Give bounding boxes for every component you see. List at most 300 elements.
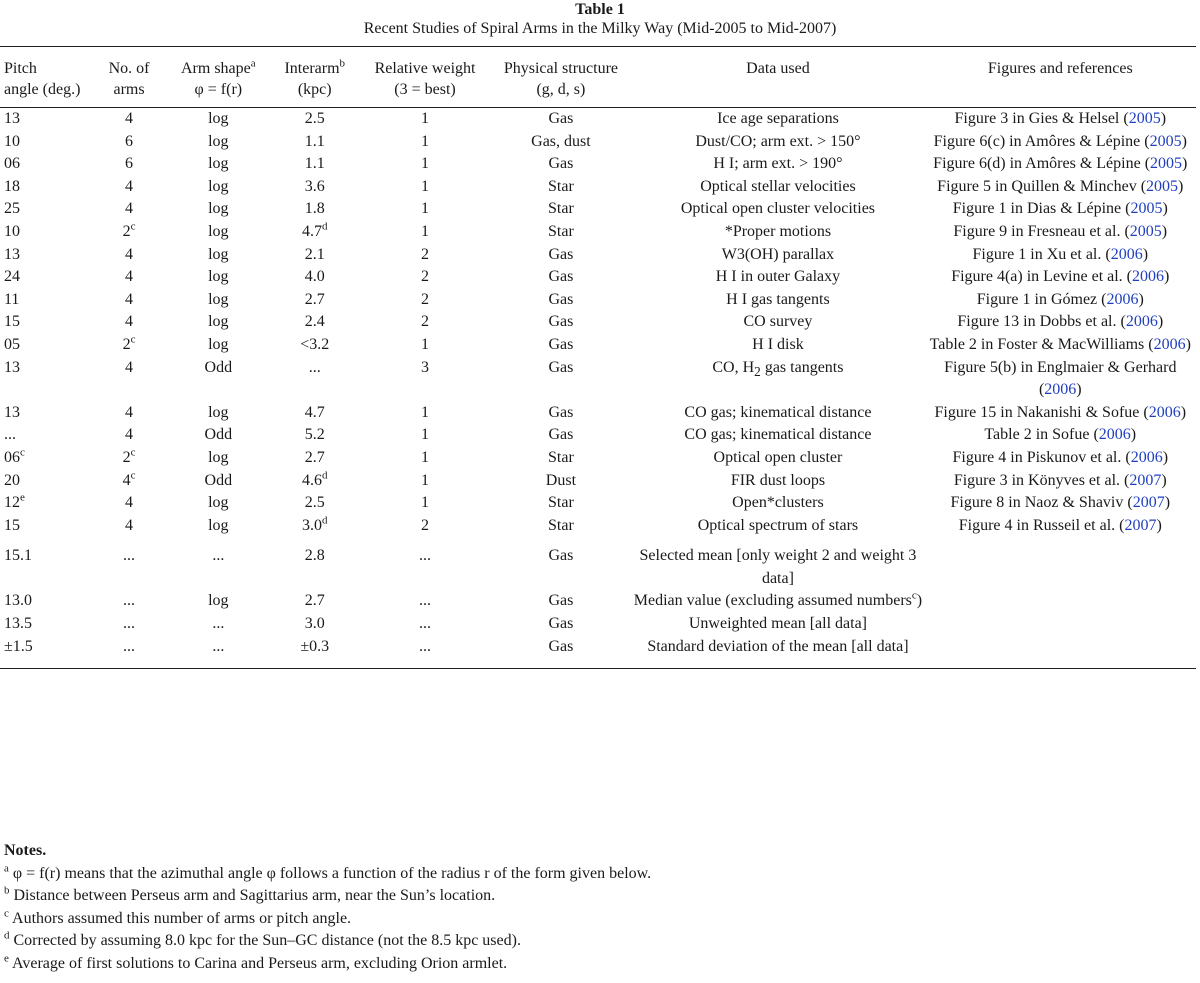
reference-year-link[interactable]: 2006: [1106, 290, 1139, 308]
structure-cell-value: Gas: [548, 245, 574, 263]
arms-cell-value: 4: [125, 494, 134, 512]
arms-cell: [91, 266, 166, 289]
weight-cell: [360, 492, 491, 515]
note-item: [4, 885, 1194, 908]
reference-year-link[interactable]: 2007: [1129, 471, 1162, 489]
note-text: φ = f(r) means that the azimuthal angle φ follows a function of the radius r of the form given below.: [8, 864, 652, 882]
data-cell-value: Selected mean [only weight 2 and weight 3 data]: [639, 547, 917, 587]
structure-cell: [491, 198, 632, 221]
pitch-cell: [0, 244, 91, 267]
column-header-line2: angle (deg.): [4, 81, 81, 98]
data-cell: [631, 131, 924, 154]
weight-cell: [360, 311, 491, 334]
weight-cell-value: 1: [421, 471, 430, 489]
data-cell: [631, 108, 924, 131]
reference-year-link[interactable]: 2005: [1128, 110, 1161, 127]
arms-cell-value: 2: [122, 335, 131, 353]
arms-cell-value: 4: [125, 358, 134, 376]
shape-cell-value: ...: [212, 615, 225, 633]
weight-cell: [360, 131, 491, 154]
column-header-line2: (3 = best): [394, 81, 456, 98]
column-header-line2: arms: [113, 81, 145, 98]
weight-cell-value: 1: [421, 222, 430, 240]
structure-cell-value: Gas: [548, 358, 574, 376]
table-row: [0, 311, 1196, 334]
arms-cell-value: 4: [125, 403, 134, 421]
summary-row: [0, 537, 1196, 590]
shape-cell: [167, 590, 270, 613]
data-cell-value: H I; arm ext. > 190°: [713, 155, 843, 173]
data-cell: [631, 198, 924, 221]
data-cell: [631, 244, 924, 267]
pitch-cell: [0, 357, 91, 402]
data-cell-value: Median value (excluding assumed numbers: [633, 592, 912, 610]
reference-close: ): [1162, 448, 1169, 466]
table-row: [0, 515, 1196, 538]
header-row: [0, 47, 1196, 108]
weight-cell: [360, 636, 491, 669]
note-text: Average of first solutions to Carina and Perseus arm, excluding Orion armlet.: [8, 954, 508, 972]
interarm-cell-note-mark: d: [321, 220, 328, 233]
data-cell-value: Unweighted mean [all data]: [688, 615, 868, 633]
data-cell-value: CO, H: [712, 358, 755, 376]
structure-cell-value: Star: [548, 516, 574, 534]
note-mark: c: [4, 907, 9, 920]
pitch-cell-value: 24: [4, 268, 20, 286]
structure-cell-value: Star: [548, 177, 574, 195]
reference-text: Figure 6(c) in Amôres & Lépine (: [933, 132, 1150, 150]
weight-cell: [360, 221, 491, 244]
weight-cell: [360, 266, 491, 289]
arms-cell-note-mark: c: [130, 469, 136, 482]
interarm-cell: [270, 590, 360, 613]
pitch-cell-value: 05: [4, 335, 20, 353]
arms-cell: [91, 357, 166, 402]
shape-cell-value: Odd: [204, 426, 233, 444]
structure-cell-value: Gas: [548, 403, 574, 421]
reference-year-link[interactable]: 2005: [1150, 155, 1183, 173]
table-row: [0, 492, 1196, 515]
table-row: [0, 153, 1196, 176]
reference-text: Figure 1 in Dias & Lépine (: [952, 200, 1131, 218]
interarm-cell: [270, 266, 360, 289]
reference-year-link[interactable]: 2006: [1125, 313, 1158, 331]
note-text: Distance between Perseus arm and Sagittarius arm, near the Sun’s location.: [9, 887, 496, 905]
arms-cell-value: 4: [122, 471, 131, 489]
pitch-cell: [0, 470, 91, 493]
reference-close: ): [1180, 403, 1187, 421]
arms-cell-value: ...: [123, 615, 136, 633]
shape-cell: [167, 402, 270, 425]
arms-cell-value: 2: [122, 222, 131, 240]
weight-cell-value: 1: [421, 448, 430, 466]
reference-cell: [925, 470, 1196, 493]
pitch-cell: [0, 334, 91, 357]
interarm-cell-value: ±0.3: [300, 637, 330, 655]
pitch-cell-value: 12: [4, 494, 20, 512]
structure-cell: [491, 244, 632, 267]
column-header: [491, 47, 632, 108]
column-header-line1: Interarm: [284, 60, 340, 77]
pitch-cell-value: 13: [4, 403, 20, 421]
data-cell: [631, 447, 924, 470]
pitch-cell-value: 13: [4, 358, 20, 376]
pitch-cell: [0, 590, 91, 613]
shape-cell-value: log: [208, 132, 229, 150]
shape-cell-value: log: [208, 155, 229, 173]
pitch-cell-value: ...: [4, 426, 16, 444]
weight-cell-value: 1: [421, 335, 430, 353]
reference-year-link[interactable]: 2006: [1044, 381, 1077, 399]
interarm-cell-value: 2.8: [304, 547, 325, 565]
weight-cell-value: 2: [421, 516, 430, 534]
pitch-cell: [0, 402, 91, 425]
table-body: [0, 108, 1196, 669]
structure-cell-value: Dust: [545, 471, 577, 489]
pitch-cell-value: 20: [4, 471, 20, 489]
pitch-cell-value: 15: [4, 516, 20, 534]
table-row: [0, 424, 1196, 447]
shape-cell-value: log: [208, 494, 229, 512]
interarm-cell: [270, 402, 360, 425]
column-header-note-mark: b: [339, 57, 346, 70]
weight-cell-value: 1: [421, 494, 430, 512]
arms-cell-note-mark: c: [130, 220, 136, 233]
structure-cell: [491, 590, 632, 613]
data-cell-value: Dust/CO; arm ext. > 150°: [695, 132, 861, 150]
reference-close: ): [1142, 245, 1149, 263]
arms-cell: [91, 244, 166, 267]
reference-close: ): [1181, 132, 1187, 150]
pitch-cell-value: 10: [4, 132, 20, 150]
interarm-cell-value: 2.5: [304, 494, 325, 512]
shape-cell: [167, 613, 270, 636]
interarm-cell-value: 4.0: [304, 268, 325, 286]
arms-cell-note-mark: c: [130, 446, 136, 459]
column-header-line1: Arm shape: [180, 60, 251, 77]
structure-cell: [491, 424, 632, 447]
arms-cell: [91, 108, 166, 131]
structure-cell: [491, 221, 632, 244]
notes-list: [4, 863, 1194, 976]
pitch-cell: [0, 311, 91, 334]
data-cell: [631, 334, 924, 357]
interarm-cell: [270, 357, 360, 402]
reference-cell: [925, 153, 1196, 176]
weight-cell-value: 1: [421, 200, 430, 218]
structure-cell: [491, 515, 632, 538]
data-cell-value: Standard deviation of the mean [all data]: [647, 637, 909, 655]
column-header-line1: Relative weight: [374, 60, 476, 77]
data-cell: [631, 311, 924, 334]
table-caption: [0, 0, 1200, 39]
arms-cell-value: 4: [125, 200, 134, 218]
arms-cell-value: 4: [125, 426, 134, 444]
reference-text: Figure 4 in Piskunov et al. (: [952, 448, 1131, 466]
reference-close: ): [1160, 110, 1167, 127]
reference-cell: [925, 311, 1196, 334]
pitch-cell-value: 13.5: [4, 615, 32, 633]
table-row: [0, 334, 1196, 357]
pitch-cell-value: 06: [4, 448, 20, 466]
table-row: [0, 289, 1196, 312]
pitch-cell: [0, 108, 91, 131]
arms-cell-value: 4: [125, 245, 134, 263]
reference-year-link[interactable]: 2005: [1146, 177, 1179, 195]
column-header: [0, 47, 91, 108]
summary-row: [0, 590, 1196, 613]
shape-cell: [167, 492, 270, 515]
reference-close: ): [1138, 290, 1144, 308]
weight-cell-value: ...: [419, 615, 432, 633]
reference-year-link[interactable]: 2006: [1132, 268, 1165, 286]
interarm-cell: [270, 334, 360, 357]
pitch-cell: [0, 492, 91, 515]
shape-cell-value: Odd: [204, 358, 233, 376]
reference-year-link[interactable]: 2006: [1153, 335, 1186, 353]
arms-cell-value: ...: [123, 637, 136, 655]
reference-cell: [925, 266, 1196, 289]
shape-cell-value: log: [208, 313, 229, 331]
reference-year-link[interactable]: 2005: [1149, 132, 1182, 150]
weight-cell-value: ...: [419, 592, 432, 610]
reference-text: Table 2 in Foster & MacWilliams (: [929, 335, 1154, 353]
structure-cell-value: Star: [548, 200, 574, 218]
structure-cell-value: Gas: [548, 335, 574, 353]
column-header-line1: Pitch: [4, 60, 37, 77]
pitch-cell-value: 13: [4, 110, 20, 127]
pitch-cell-value: 10: [4, 222, 20, 240]
pitch-cell: [0, 266, 91, 289]
reference-text: Figure 4 in Russeil et al. (: [958, 516, 1125, 534]
pitch-cell: [0, 424, 91, 447]
pitch-cell: [0, 515, 91, 538]
table-row: [0, 244, 1196, 267]
reference-text: Figure 13 in Dobbs et al. (: [957, 313, 1126, 331]
structure-cell: [491, 131, 632, 154]
interarm-cell: [270, 636, 360, 669]
structure-cell: [491, 289, 632, 312]
data-cell-note-mark: c: [911, 590, 917, 603]
data-cell-value: Optical open cluster: [713, 448, 843, 466]
note-item: [4, 953, 1194, 976]
column-header-line1: Figures and references: [987, 60, 1133, 77]
arms-cell: [91, 221, 166, 244]
arms-cell: [91, 447, 166, 470]
interarm-cell: [270, 176, 360, 199]
interarm-cell: [270, 470, 360, 493]
arms-cell-value: 6: [125, 132, 134, 150]
arms-cell-value: 6: [125, 155, 134, 173]
structure-cell: [491, 492, 632, 515]
arms-cell: [91, 470, 166, 493]
interarm-cell-note-mark: d: [321, 514, 328, 527]
table-row: [0, 447, 1196, 470]
interarm-cell-value: 3.0: [301, 516, 322, 534]
data-cell-value: Open*clusters: [732, 494, 824, 512]
interarm-cell: [270, 424, 360, 447]
note-mark: b: [4, 884, 10, 897]
data-cell: [631, 515, 924, 538]
pitch-cell-value: 11: [4, 290, 20, 308]
table-row: [0, 108, 1196, 131]
reference-year-link[interactable]: 2005: [1130, 200, 1163, 218]
data-cell-subscript: 2: [754, 363, 761, 379]
shape-cell: [167, 537, 270, 590]
weight-cell: [360, 153, 491, 176]
data-cell: [631, 492, 924, 515]
arms-cell: [91, 153, 166, 176]
structure-cell-value: Gas: [548, 426, 574, 444]
reference-close: ): [1182, 155, 1188, 173]
reference-close: ): [1156, 516, 1162, 534]
structure-cell-value: Star: [548, 448, 574, 466]
pitch-cell-value: 18: [4, 177, 20, 195]
reference-year-link[interactable]: 2007: [1132, 494, 1165, 512]
arms-cell-value: 4: [125, 290, 134, 308]
reference-cell: [925, 424, 1196, 447]
data-cell-value: W3(OH) parallax: [721, 245, 835, 263]
structure-cell-value: Gas: [548, 110, 574, 127]
structure-cell: [491, 108, 632, 131]
data-cell: [631, 221, 924, 244]
pitch-cell-value: ±1.5: [4, 637, 33, 655]
weight-cell-value: 1: [421, 177, 430, 195]
pitch-cell-value: 25: [4, 200, 20, 218]
shape-cell-value: log: [208, 290, 229, 308]
column-header: [925, 47, 1196, 108]
shape-cell-value: log: [208, 448, 229, 466]
arms-cell: [91, 636, 166, 669]
pitch-cell-value: 15: [4, 313, 20, 331]
data-cell-value: H I disk: [752, 335, 804, 353]
shape-cell-value: log: [208, 592, 229, 610]
shape-cell-value: log: [208, 516, 229, 534]
reference-text: Figure 15 in Nakanishi & Sofue (: [934, 403, 1149, 421]
pitch-cell: [0, 131, 91, 154]
notes-title: Notes.: [4, 842, 47, 859]
reference-text: Figure 1 in Xu et al. (: [972, 245, 1111, 263]
weight-cell-value: 2: [421, 245, 430, 263]
weight-cell-value: ...: [419, 637, 432, 655]
shape-cell: [167, 221, 270, 244]
shape-cell-value: ...: [212, 637, 225, 655]
reference-year-link[interactable]: 2006: [1148, 403, 1181, 421]
pitch-cell-value: 06: [4, 155, 20, 173]
structure-cell: [491, 613, 632, 636]
reference-cell: [925, 108, 1196, 131]
shape-cell: [167, 357, 270, 402]
shape-cell-value: log: [208, 335, 229, 353]
arms-cell-value: 2: [122, 448, 131, 466]
column-header: [91, 47, 166, 108]
reference-text: Figure 5(b) in Englmaier & Gerhard (: [944, 358, 1177, 399]
weight-cell: [360, 198, 491, 221]
structure-cell: [491, 334, 632, 357]
weight-cell: [360, 334, 491, 357]
interarm-cell-value: 2.4: [304, 313, 325, 331]
reference-year-link[interactable]: 2007: [1124, 516, 1157, 534]
data-cell-value: Optical stellar velocities: [700, 177, 856, 195]
weight-cell-value: 2: [421, 290, 430, 308]
weight-cell: [360, 289, 491, 312]
shape-cell: [167, 424, 270, 447]
shape-cell: [167, 153, 270, 176]
reference-cell: [925, 289, 1196, 312]
summary-row: [0, 636, 1196, 669]
arms-cell: [91, 492, 166, 515]
structure-cell-value: Star: [548, 222, 574, 240]
arms-cell: [91, 402, 166, 425]
pitch-cell-value: 13: [4, 245, 20, 263]
interarm-cell: [270, 613, 360, 636]
pitch-cell: [0, 447, 91, 470]
table-row: [0, 131, 1196, 154]
reference-year-link[interactable]: 2005: [1129, 222, 1162, 240]
column-header-line2: (kpc): [297, 81, 332, 98]
data-cell: [631, 266, 924, 289]
reference-text: Figure 3 in Gies & Helsel (: [954, 110, 1129, 127]
interarm-cell-value: 4.6: [301, 471, 322, 489]
table-label: Table 1: [575, 1, 625, 18]
data-cell-value: Optical spectrum of stars: [697, 516, 859, 534]
pitch-cell-note-mark: e: [20, 491, 25, 504]
shape-cell: [167, 244, 270, 267]
reference-cell: [925, 636, 1196, 669]
reference-year-link[interactable]: 2006: [1110, 245, 1143, 263]
reference-cell: [925, 334, 1196, 357]
reference-close: ): [1130, 426, 1137, 444]
data-cell-value: CO gas; kinematical distance: [684, 426, 872, 444]
structure-cell: [491, 311, 632, 334]
pitch-cell: [0, 198, 91, 221]
shape-cell-value: Odd: [204, 471, 233, 489]
spiral-arms-table: [0, 46, 1196, 669]
table-row: [0, 198, 1196, 221]
table-row: [0, 357, 1196, 402]
weight-cell: [360, 537, 491, 590]
structure-cell-value: Gas: [548, 615, 574, 633]
weight-cell-value: 2: [421, 268, 430, 286]
structure-cell: [491, 153, 632, 176]
table-title: Recent Studies of Spiral Arms in the Milky Way (Mid-2005 to Mid-2007): [363, 20, 837, 37]
data-cell: [631, 636, 924, 669]
data-cell: [631, 537, 924, 590]
weight-cell-value: 1: [421, 155, 430, 173]
reference-year-link[interactable]: 2006: [1098, 426, 1131, 444]
arms-cell: [91, 537, 166, 590]
data-cell-value: H I in outer Galaxy: [715, 268, 841, 286]
weight-cell-value: 1: [421, 403, 430, 421]
pitch-cell: [0, 153, 91, 176]
shape-cell: [167, 108, 270, 131]
structure-cell: [491, 266, 632, 289]
reference-close: ): [1161, 222, 1168, 240]
arms-cell: [91, 334, 166, 357]
structure-cell: [491, 402, 632, 425]
weight-cell-value: 1: [421, 132, 430, 150]
table-row: [0, 176, 1196, 199]
reference-year-link[interactable]: 2006: [1130, 448, 1163, 466]
note-item: [4, 908, 1194, 931]
data-cell-value: *Proper motions: [724, 222, 832, 240]
weight-cell: [360, 176, 491, 199]
column-header-line1: No. of: [108, 60, 150, 77]
reference-cell: [925, 492, 1196, 515]
interarm-cell: [270, 108, 360, 131]
interarm-cell: [270, 221, 360, 244]
data-cell-suffix: gas tangents: [760, 358, 844, 376]
